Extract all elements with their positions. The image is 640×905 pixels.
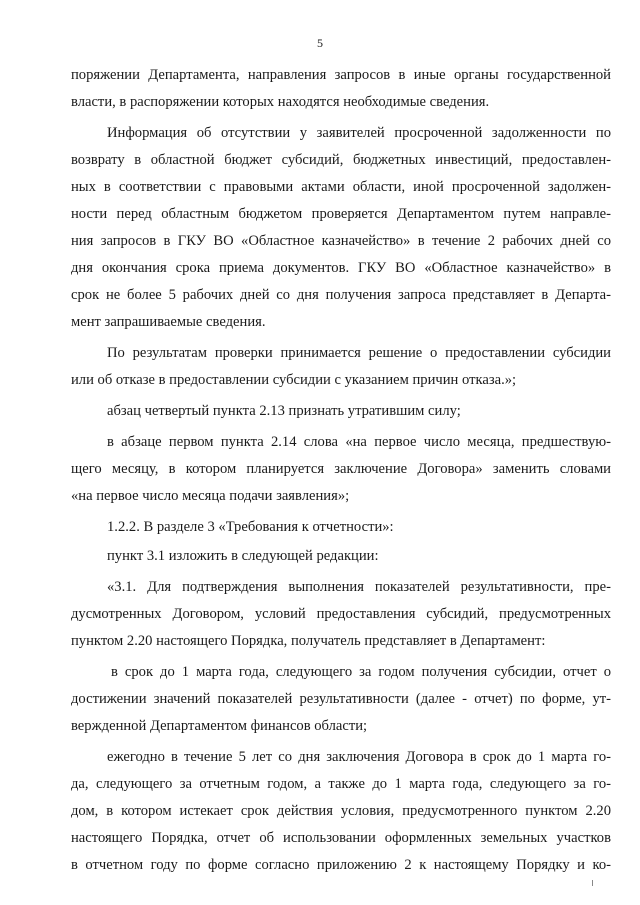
text-line: срок не более 5 рабочих дней со дня получения запроса представляет в Департа- [71, 287, 611, 303]
text-line: ежегодно в течение 5 лет со дня заключения Договора в срок до 1 марта го- [107, 749, 611, 765]
text-line: достижении значений показателей результативности (далее - отчет) по форме, ут- [71, 691, 611, 707]
text-line: дом, в котором истекает срок действия условия, предусмотренного пунктом 2.20 [71, 803, 611, 819]
text-line: По результатам проверки принимается решение о предоставлении субсидии [107, 345, 611, 361]
text-line: ных в соответствии с правовыми актами области, иной просроченной задолжен- [71, 179, 611, 195]
text-line: пункт 3.1 изложить в следующей редакции: [107, 548, 379, 564]
text-line: дня окончания срока приема документов. ГКУ ВО «Областное казначейство» в [71, 260, 611, 276]
text-line: мент запрашиваемые сведения. [71, 314, 266, 330]
scan-mark [592, 880, 593, 886]
text-line: щего месяцу, в котором планируется заключение Договора» заменить словами [71, 461, 611, 477]
text-line: Информация об отсутствии у заявителей просроченной задолженности по [107, 125, 611, 141]
text-line: вержденной Департаментом финансов области; [71, 718, 368, 734]
text-line: настоящего Порядка, отчет об использовании оформленных земельных участков [71, 830, 611, 846]
text-line: в срок до 1 марта года, следующего за годом получения субсидии, отчет о [111, 664, 611, 680]
text-line: поряжении Департамента, направления запросов в иные органы государственной [71, 67, 611, 83]
page-number: 5 [317, 36, 323, 50]
text-line: возврату в областной бюджет субсидий, бюджетных инвестиций, предоставлен- [71, 152, 611, 168]
text-line: дусмотренных Договором, условий предоставления субсидий, предусмотренных [71, 606, 611, 622]
text-line: «3.1. Для подтверждения выполнения показателей результативности, пре- [107, 579, 611, 595]
text-line: в абзаце первом пункта 2.14 слова «на первое число месяца, предшествую- [107, 434, 611, 450]
text-line: власти, в распоряжении которых находятся необходимые сведения. [71, 94, 490, 110]
text-line: 1.2.2. В разделе 3 «Требования к отчетности»: [107, 519, 394, 535]
text-line: пунктом 2.20 настоящего Порядка, получатель представляет в Департамент: [71, 633, 546, 649]
text-line: абзац четвертый пункта 2.13 признать утратившим силу; [107, 403, 461, 419]
text-line: ности перед областным бюджетом проверяется Департаментом путем направле- [71, 206, 611, 222]
text-line: или об отказе в предоставлении субсидии с указанием причин отказа.»; [71, 372, 517, 388]
text-line: ния запросов в ГКУ ВО «Областное казначейство» в течение 2 рабочих дней со [71, 233, 611, 249]
text-line: да, следующего за отчетным годом, а также до 1 марта года, следующего за го- [71, 776, 611, 792]
text-line: «на первое число месяца подачи заявления»; [71, 488, 350, 504]
text-line: в отчетном году по форме согласно приложению 2 к настоящему Порядку и ко- [71, 857, 611, 873]
